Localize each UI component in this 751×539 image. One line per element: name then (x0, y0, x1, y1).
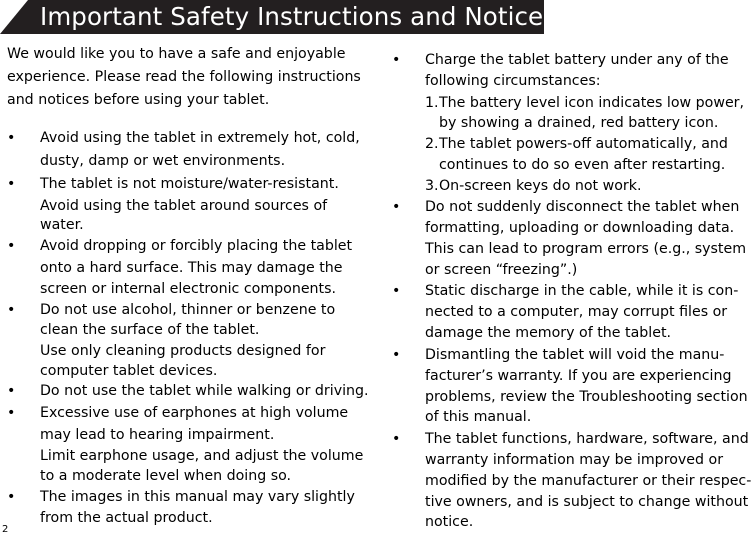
bullet-symbol: • (392, 52, 401, 68)
list-item-line: clean the surface of the tablet. (40, 322, 260, 338)
intro-line: We would like you to have a safe and enjoyable (7, 46, 346, 62)
list-item-line: facturer’s warranty. If you are experiencing (425, 368, 732, 384)
list-item-line: The tablet functions, hardware, software, and (425, 431, 749, 447)
list-item-line: damage the memory of the tablet. (425, 325, 672, 341)
bullet-symbol: • (7, 130, 16, 146)
sublist-line: On-screen keys do not work. (439, 178, 642, 194)
list-item-line: Charge the tablet battery under any of the (425, 52, 729, 68)
list-item-line: Do not use alcohol, thinner or benzene to (40, 302, 336, 318)
list-item-line: onto a hard surface. This may damage the (40, 260, 343, 276)
list-item-line: The tablet is not moisture/water-resistant. (40, 176, 339, 192)
sublist-line: The battery level icon indicates low power, (439, 95, 745, 111)
bullet-symbol: • (7, 405, 16, 421)
sublist-number: 2. (425, 136, 439, 152)
list-item-line: Excessive use of earphones at high volume (40, 405, 349, 421)
bullet-symbol: • (7, 383, 16, 399)
list-item-line: Avoid dropping or forcibly placing the tablet (40, 238, 353, 254)
list-item-line: This can lead to program errors (e.g., system (425, 241, 747, 257)
list-item-line: Dismantling the tablet will void the manu- (425, 347, 725, 363)
bullet-symbol: • (392, 199, 401, 215)
list-item-line: problems, review the Troubleshooting section (425, 389, 748, 405)
list-item-line: Do not suddenly disconnect the tablet when (425, 199, 740, 215)
bullet-symbol: • (7, 176, 16, 192)
list-item-line: screen or internal electronic components. (40, 281, 337, 297)
list-item-line: warranty information may be improved or (425, 452, 724, 468)
sublist-number: 1. (425, 95, 439, 111)
list-item-line: from the actual product. (40, 510, 213, 526)
intro-line: experience. Please read the following instructions (7, 69, 361, 85)
list-item-line: computer tablet devices. (40, 363, 218, 379)
list-item-line: water. (40, 217, 84, 233)
list-item-line: of this manual. (425, 409, 532, 425)
sublist-line: The tablet powers-off automatically, and (439, 136, 728, 152)
list-item-line: Static discharge in the cable, while it is con- (425, 283, 739, 299)
bullet-symbol: • (392, 431, 401, 447)
list-item-line: or screen “freezing”.) (425, 262, 578, 278)
list-item-line: Use only cleaning products designed for (40, 343, 326, 359)
page-number: 2 (2, 524, 9, 535)
sublist-line: by showing a drained, red battery icon. (439, 115, 719, 131)
list-item-line: nected to a computer, may corrupt files or (425, 304, 728, 320)
list-item-line: notice. (425, 514, 474, 530)
bullet-symbol: • (7, 238, 16, 254)
bullet-symbol: • (392, 347, 401, 363)
bullet-symbol: • (392, 283, 401, 299)
list-item-line: to a moderate level when doing so. (40, 468, 292, 484)
list-item-line: modified by the manufacturer or their respec- (425, 473, 751, 489)
list-item-line: Avoid using the tablet in extremely hot, cold, (40, 130, 360, 146)
list-item-line: Do not use the tablet while walking or driving. (40, 383, 369, 399)
list-item-line: tive owners, and is subject to change without (425, 494, 749, 510)
bullet-symbol: • (7, 302, 16, 318)
sublist-number: 3. (425, 178, 439, 194)
list-item-line: formatting, uploading or downloading data. (425, 220, 735, 236)
list-item-line: Limit earphone usage, and adjust the volume (40, 448, 364, 464)
bullet-symbol: • (7, 489, 16, 505)
list-item-line: may lead to hearing impairment. (40, 427, 275, 443)
list-item-line: following circumstances: (425, 73, 601, 89)
page-title: Important Safety Instructions and Notices (40, 2, 557, 31)
sublist-line: continues to do so even after restarting. (439, 157, 726, 173)
list-item-line: dusty, damp or wet environments. (40, 153, 286, 169)
list-item-line: The images in this manual may vary slightly (40, 489, 355, 505)
intro-line: and notices before using your tablet. (7, 92, 270, 108)
list-item-line: Avoid using the tablet around sources of (40, 198, 328, 214)
